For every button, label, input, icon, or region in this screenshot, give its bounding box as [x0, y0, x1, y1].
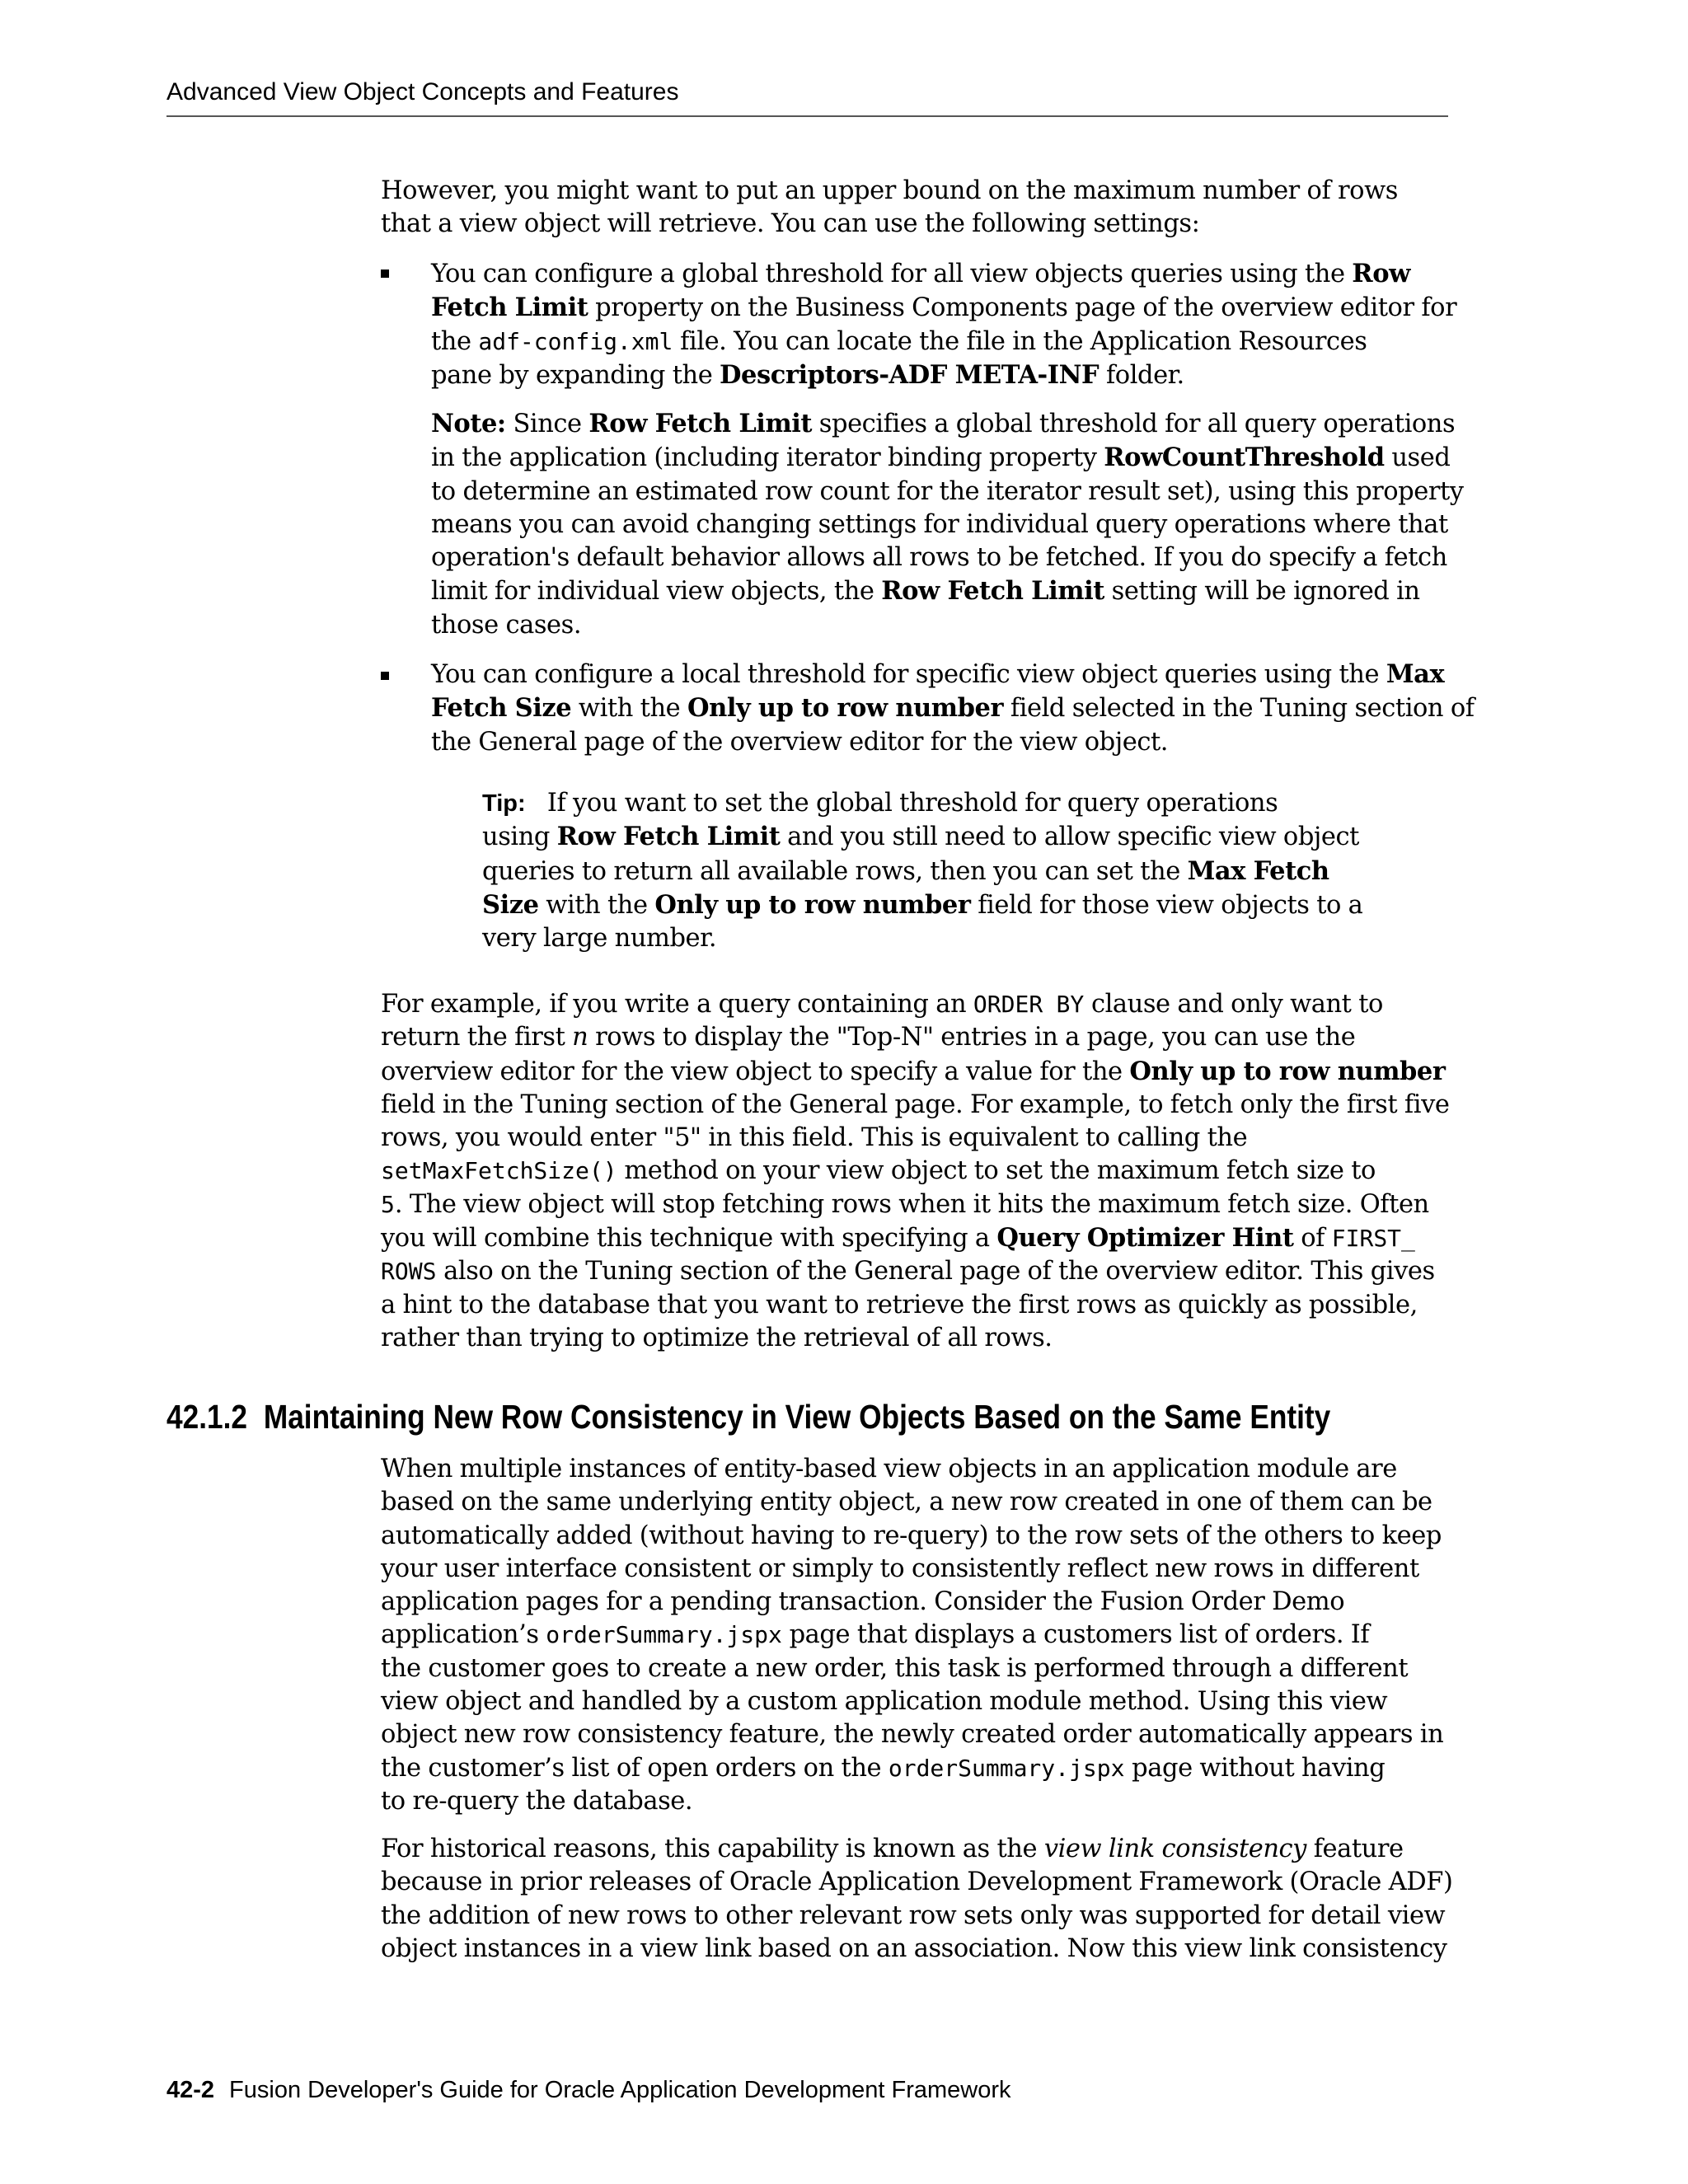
bullet-row-fetch-limit: You can configure a global threshold for all view objects queries using the Row Fetch Limit property on the Business Components page of the overview editor for the adf-config.xml file. You can locate the file in the Application Resources pane by expanding the Descriptors-ADF META-INF folder. [431, 259, 1457, 390]
example-paragraph: For example, if you write a query containing an ORDER BY clause and only want to return the first n rows to display the "Top-N" entries in a page, you can use the overview editor for the view object to specify a value for the Only up to row number field in the Tuning section of the General page. For example, to fetch only the first five rows, you would enter "5" in this field. This is equivalent to calling the setMaxFetchSize() method on your view object to set the maximum fetch size to 5. The view object will stop fetching rows when it hits the maximum fetch size. Often you will combine this technique with specifying a Query Optimizer Hint of FIRST_ ROWS also on the Tuning section of the General page of the overview editor. This gives a hint to the database that you want to retrieve the first rows as quickly as possible, rather than trying to optimize the retrieval of all rows. [381, 990, 1450, 1352]
book-title: Fusion Developer's Guide for Oracle Application Development Framework [229, 2077, 1011, 2103]
page-footer [166, 2074, 1011, 2107]
note-label: Note: [431, 409, 506, 438]
tip-paragraph: Tip: If you want to set the global threshold for query operations using Row Fetch Limit and you still need to allow specific view object queries to return all available rows, then you can set the Max Fetch Size with the Only up to row number field for those view objects to a very large number. [482, 789, 1363, 954]
intro-paragraph: However, you might want to put an upper bound on the maximum number of rows that a view object will retrieve. You can use the following settings: [381, 176, 1398, 239]
bullet-marker [381, 269, 389, 278]
bullet-marker [381, 672, 389, 680]
section-paragraph-1: When multiple instances of entity-based view objects in an application module are based on the same underlying entity object, a new row created in one of them can be automatically added (without having to re-query) to the row sets of the others to keep your user interface consistent or simply to consistently reflect new rows in different application pages for a pending transaction. Consider the Fusion Order Demo application’s orderSummary.jspx page that displays a customers list of orders. If the customer goes to create a new order, this task is performed through a different view object and handled by a custom application module method. Using this view object new row consistency feature, the newly created order automatically appears in the customer’s list of open orders on the orderSummary.jspx page without having to re-query the database. [381, 1455, 1444, 1816]
note-paragraph: Note: Since Row Fetch Limit specifies a global threshold for all query operations in the application (including iterator binding property RowCountThreshold used to determine an estimated row count for the iterator result set), using this property means you can avoid changing settings for individual query operations where that operation's default behavior allows all rows to be fetched. If you do specify a fetch limit for individual view objects, the Row Fetch Limit setting will be ignored in those cases. [431, 409, 1464, 640]
section-paragraph-2: For historical reasons, this capability is known as the view link consistency feature because in prior releases of Oracle Application Development Framework (Oracle ADF) the addition of new rows to other relevant row sets only was supported for detail view object instances in a view link based on an association. Now this view link consistency [381, 1835, 1453, 1963]
page-number: 42-2 [166, 2077, 215, 2103]
section-number: 42.1.2 [166, 1398, 248, 1436]
running-header: Advanced View Object Concepts and Features [166, 78, 679, 105]
tip-label: Tip: [482, 790, 526, 817]
section-title: Maintaining New Row Consistency in View Objects Based on the Same Entity [263, 1398, 1331, 1436]
bullet-max-fetch-size: You can configure a local threshold for specific view object queries using the Max Fetch Size with the Only up to row number field selected in the Tuning section of the General page of the overview editor for the view object. [431, 659, 1475, 757]
section-heading [166, 1394, 1330, 1439]
header-rule [166, 115, 1448, 117]
